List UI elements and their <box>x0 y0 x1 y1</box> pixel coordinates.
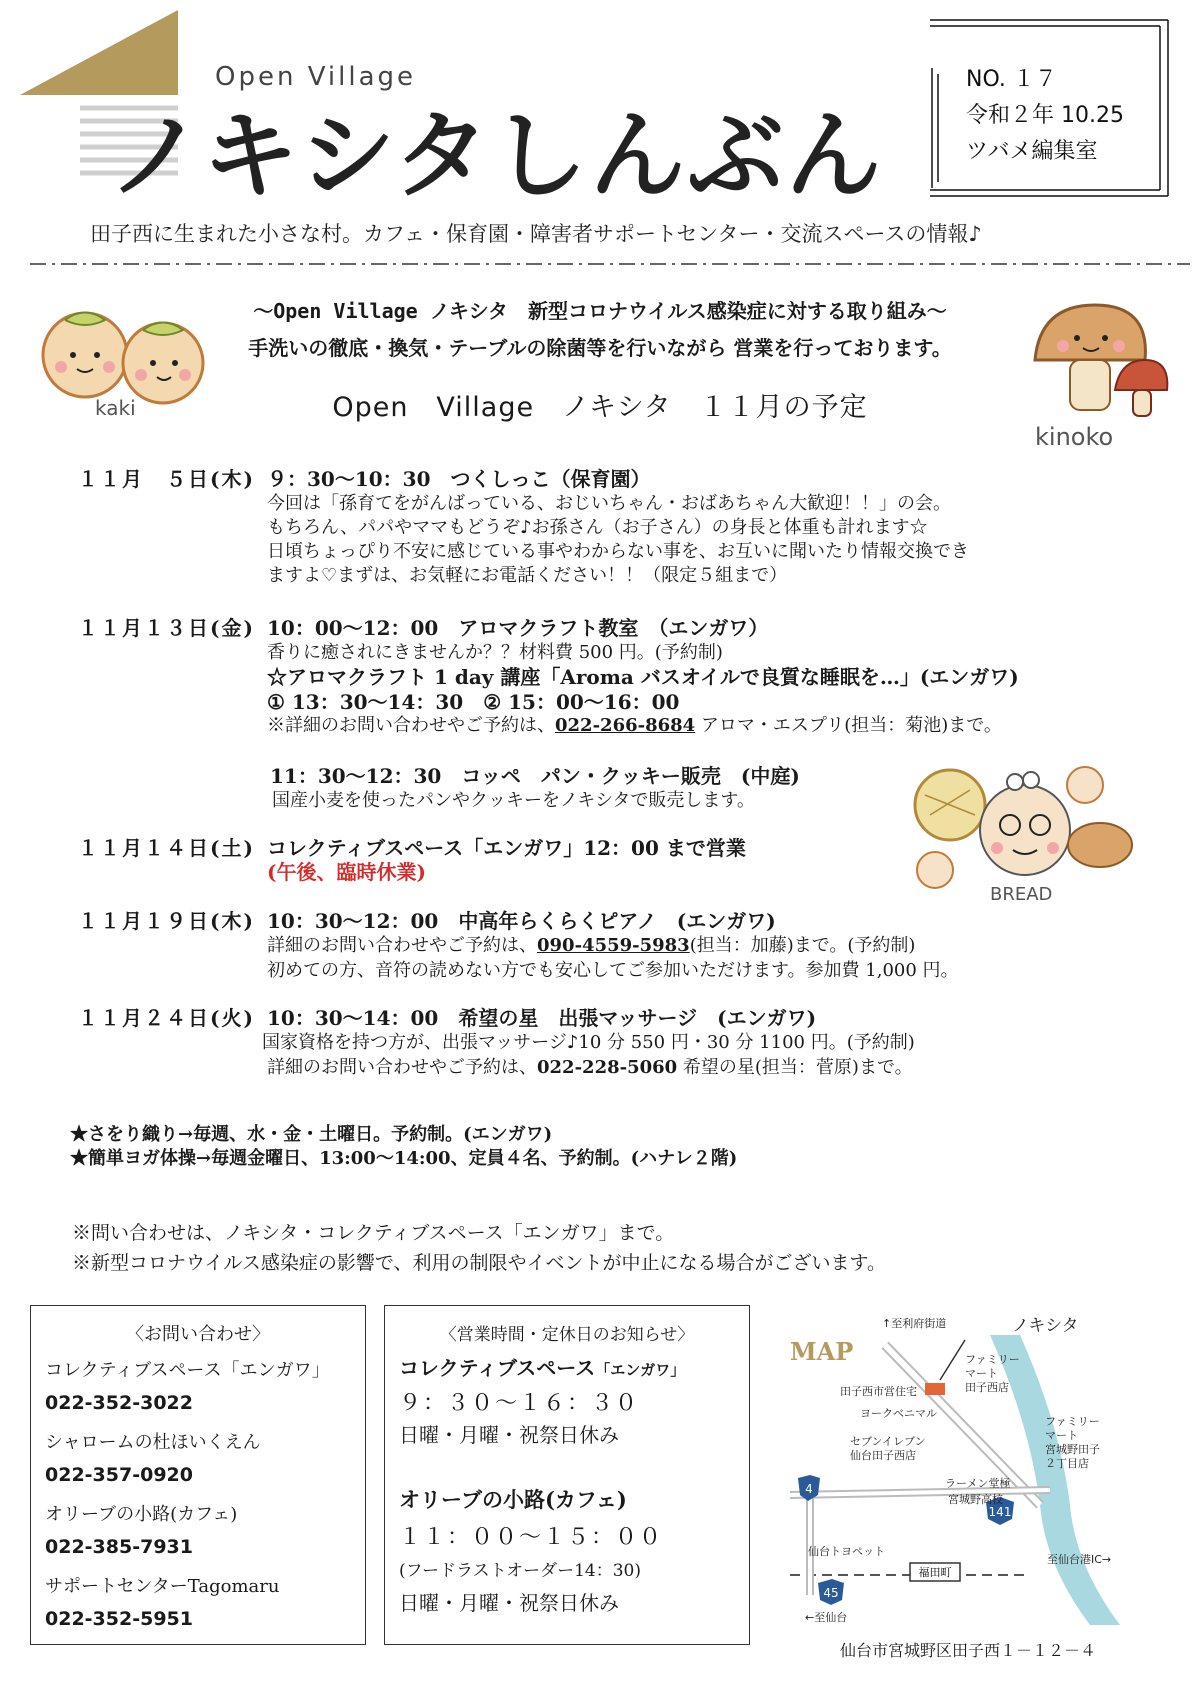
event-detail: 日頃ちょっぴり不安に感じている事やわからない事を、お互いに聞いたり情報交換でき <box>267 541 969 562</box>
tagline: 田子西に生まれた小さな村。カフェ・保育園・障害者サポートセンター・交流スペースの情報♪ <box>90 222 982 246</box>
phone-number[interactable]: 090-4559-5983 <box>537 935 690 956</box>
weekly-yoga: ★簡単ヨガ体操→毎週金曜日、13:00〜14:00、定員４名、予約制。(ハナレ２階) <box>70 1148 738 1169</box>
notice-inquiry: ※問い合わせは、ノキシタ・コレクティブスペース「エンガワ」まで。 <box>72 1222 675 1244</box>
map-title: MAP <box>790 1337 854 1366</box>
contact-phone[interactable]: 022-352-3022 <box>45 1392 193 1414</box>
station-fukuda: 福田町 <box>918 1566 952 1579</box>
weekly-saori: ★さをり織り→毎週、水・金・土曜日。予約制。(エンガワ) <box>70 1124 553 1145</box>
route-45: 45 <box>823 1586 839 1600</box>
event-detail: もちろん、パパやママもどうぞ♪お孫さん（お子さん）の身長と体重も計れます☆ <box>267 517 928 538</box>
hours-venue-name: コレクティブスペース <box>399 1356 596 1380</box>
hours-closed: 日曜・月曜・祝祭日休み <box>399 1423 619 1447</box>
route-4: 4 <box>805 1482 813 1496</box>
bread-label: BREAD <box>990 884 1053 905</box>
map-label: ラーメン堂極 <box>945 1477 1011 1490</box>
hours-last-order: (フードラストオーダー14：30) <box>399 1561 641 1581</box>
map-label-nokishita: ノキシタ <box>1012 1316 1079 1336</box>
event-heading: 11：30〜12：30 コッペ パン・クッキー販売 (中庭) <box>270 764 800 788</box>
event-date: １１月２４日(火) <box>78 1006 255 1030</box>
event-detail-bold: ☆アロマクラフト 1 day 講座「Aroma バスオイルで良質な睡眠を…」(エンガワ) <box>267 665 1019 689</box>
event-date: １１月 ５日(木) <box>78 467 255 491</box>
map-label: ←至仙台 <box>805 1611 848 1624</box>
phone-number[interactable]: 022-266-8684 <box>555 715 696 736</box>
contact-phone[interactable]: 022-357-0920 <box>45 1464 193 1486</box>
map-label: 宮城野田子 <box>1045 1443 1100 1456</box>
contact-box <box>30 1305 366 1645</box>
map-label: ファミリー <box>965 1353 1020 1366</box>
hours-closed: 日曜・月曜・祝祭日休み <box>399 1591 619 1615</box>
map-label: マート <box>965 1367 998 1380</box>
covid-notice-subtitle: 手洗いの徹底・換気・テーブルの除菌等を行いながら 営業を行っております。 <box>248 336 952 360</box>
kinoko-label: kinoko <box>1035 423 1114 451</box>
contact-suffix: アロマ・エスプリ(担当：菊池)まで。 <box>695 715 1002 736</box>
map-label: セブンイレブン <box>850 1435 926 1448</box>
nokishita-marker <box>925 1383 945 1395</box>
contact-name: サポートセンターTagomaru <box>45 1576 280 1597</box>
covid-notice-title: 〜Open Village ノキシタ 新型コロナウイルス感染症に対する取り組み〜 <box>253 299 947 323</box>
event-heading: 10：30〜14：00 希望の星 出張マッサージ (エンガワ) <box>267 1006 817 1030</box>
newspaper-title: ノキシタしんぶん <box>108 100 884 212</box>
hours-venue <box>399 1352 685 1381</box>
event-detail: 国産小麦を使ったパンやクッキーをノキシタで販売します。 <box>272 790 755 811</box>
event-date: １１月１９日(木) <box>78 909 255 933</box>
contact-name: オリーブの小路(カフェ) <box>45 1504 238 1525</box>
contact-title: 〈お問い合わせ〉 <box>126 1324 270 1345</box>
issue-number: NO. １７ <box>966 67 1057 92</box>
map-label: 仙台田子西店 <box>850 1449 916 1462</box>
event-date: １１月１４日(土) <box>78 836 255 860</box>
map-label: 田子西店 <box>965 1381 1009 1394</box>
notice-covid: ※新型コロナウイルス感染症の影響で、利用の制限やイベントが中止になる場合がございます。 <box>72 1252 886 1274</box>
hours-venue-sub: 「エンガワ」 <box>595 1361 686 1379</box>
event-contact <box>267 931 915 957</box>
contact-prefix: 詳細のお問い合わせやご予約は、 <box>267 1057 537 1078</box>
contact-suffix: (担当：加藤)まで。(予約制) <box>689 935 916 956</box>
hours-time: １１：００〜１５：００ <box>399 1525 664 1550</box>
map-label: 仙台トヨペット <box>808 1545 885 1558</box>
event-heading: ９：30〜10：30 つくしっこ（保育園） <box>267 467 651 491</box>
map-label: 田子西市営住宅 <box>840 1385 917 1398</box>
schedule-title: Open Village ノキシタ １１月の予定 <box>332 392 868 423</box>
address: 仙台市宮城野区田子西１－１２－４ <box>840 1641 1097 1660</box>
map-label: 宮城野高校 <box>948 1493 1003 1506</box>
event-heading: コレクティブスペース「エンガワ」12：00 まで営業 <box>267 836 746 860</box>
event-detail-bold: ① 13：30〜14：30 ② 15：00〜16：00 <box>267 690 680 714</box>
contact-prefix: 詳細のお問い合わせやご予約は、 <box>267 935 537 956</box>
contact-name: コレクティブスペース「エンガワ」 <box>45 1360 330 1381</box>
event-detail: ますよ♡まずは、お気軽にお電話ください！！（限定５組まで） <box>267 565 788 586</box>
contact-phone[interactable]: 022-352-5951 <box>45 1608 193 1630</box>
route-141: 141 <box>988 1505 1012 1519</box>
contact-name: シャロームの杜ほいくえん <box>45 1432 261 1453</box>
phone-number[interactable]: 022-228-5060 <box>537 1057 678 1078</box>
closure-note: (午後、臨時休業) <box>267 860 426 884</box>
hours-box <box>384 1305 750 1645</box>
map-label: ↑至利府街道 <box>882 1317 947 1330</box>
kaki-label: kaki <box>95 396 136 420</box>
issue-date: 令和２年 10.25 <box>966 103 1124 128</box>
contact-phone[interactable]: 022-385-7931 <box>45 1536 193 1558</box>
hours-venue: オリーブの小路(カフェ) <box>399 1487 627 1512</box>
event-detail: 香りに癒されにきませんか？？材料費 500 円。(予約制) <box>267 642 723 663</box>
map-label: ヨークベニマル <box>860 1407 937 1420</box>
hours-time: ９：３０〜１６：３０ <box>399 1391 640 1416</box>
map-label: ファミリー <box>1045 1415 1100 1428</box>
access-map <box>790 1305 1150 1625</box>
contact-suffix: 希望の星(担当：菅原)まで。 <box>677 1057 913 1078</box>
event-contact <box>267 711 1002 737</box>
event-date: １１月１３日(金) <box>78 616 255 640</box>
event-detail: 国家資格を持つ方が、出張マッサージ♪10 分 550 円・30 分 1100 円。(予約制) <box>262 1032 915 1053</box>
event-heading: 10：00〜12：00 アロマクラフト教室 （エンガワ） <box>267 616 769 640</box>
hours-title: 〈営業時間・定休日のお知らせ〉 <box>439 1325 695 1345</box>
brand-subtitle: Open Village <box>215 62 417 92</box>
bread-illustration <box>905 760 1135 910</box>
contact-prefix: ※詳細のお問い合わせやご予約は、 <box>267 715 555 736</box>
map-label: ２丁目店 <box>1045 1457 1089 1470</box>
issue-info-box <box>930 18 1170 198</box>
map-label: 至仙台港IC→ <box>1047 1553 1112 1566</box>
dash-divider <box>30 262 1190 266</box>
event-detail: 初めての方、音符の読めない方でも安心してご参加いただけます。参加費 1,000 円。 <box>267 960 959 981</box>
issue-editor: ツバメ編集室 <box>966 139 1098 164</box>
event-contact <box>267 1053 913 1079</box>
map-label: マート <box>1045 1429 1078 1442</box>
event-detail: 今回は「孫育てをがんばっている、おじいちゃん・おばあちゃん大歓迎！！」の会。 <box>267 493 951 514</box>
event-heading: 10：30〜12：00 中高年らくらくピアノ (エンガワ) <box>267 909 776 933</box>
